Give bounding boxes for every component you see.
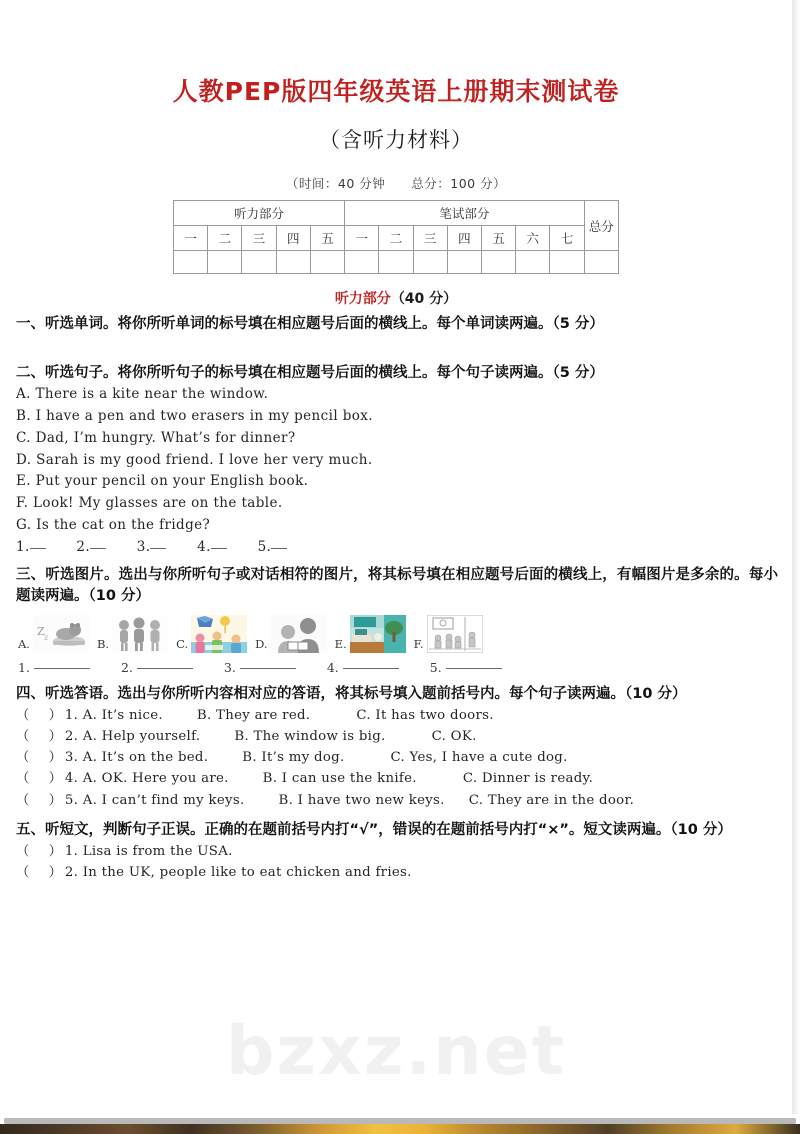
classroom-students-thumbnail[interactable] (427, 615, 483, 653)
score-cell[interactable] (242, 251, 276, 274)
option-c[interactable]: C. OK. (431, 728, 477, 744)
answer-number: 4. (197, 539, 211, 556)
section-1-answer-space (0, 335, 792, 357)
answer-number: 2. (76, 539, 91, 556)
option-a[interactable]: A. It’s nice. (82, 707, 163, 723)
section-2-option-e: E. Put your pencil on your English book. (16, 473, 309, 490)
section-3-answer-row[interactable] (0, 660, 792, 675)
sleeping-cat-zzz-thumbnail[interactable] (33, 615, 89, 653)
score-cell[interactable] (276, 251, 310, 274)
option-b[interactable]: B. They are red. (196, 707, 311, 723)
section-3-answer-5[interactable] (430, 660, 502, 675)
option-b[interactable]: B. I can use the knife. (262, 771, 417, 787)
site-watermark: bzxz.net (225, 1012, 567, 1091)
section-4-item-3[interactable] (0, 747, 792, 768)
picture-choice-a[interactable] (18, 615, 89, 653)
answer-bracket[interactable]: （ ） (16, 707, 65, 723)
item-number: 3. (64, 750, 79, 766)
answer-bracket[interactable]: （ ） (16, 750, 65, 766)
svg-text:z: z (43, 632, 49, 642)
score-table-group-row (174, 201, 619, 226)
answer-blank[interactable] (30, 548, 46, 549)
answer-blank[interactable] (446, 668, 502, 669)
score-col-listening-5: 五 (310, 226, 344, 251)
option-c[interactable]: C. It has two doors. (356, 707, 494, 723)
section-2-answer-row[interactable] (0, 537, 792, 559)
score-total-label: 总分 (584, 201, 618, 251)
picture-label-e: E. (334, 636, 347, 651)
page-right-edge-shadow (792, 0, 800, 1114)
score-col-written-3: 三 (413, 226, 447, 251)
section-3-answer-4[interactable] (327, 660, 399, 675)
option-b[interactable]: B. It’s my dog. (242, 750, 345, 766)
score-table-column-row (174, 226, 619, 251)
option-c[interactable]: C. They are in the door. (468, 792, 635, 808)
option-a[interactable]: A. I can’t find my keys. (82, 792, 245, 808)
score-table-entry-row[interactable] (174, 251, 619, 274)
picture-label-c: C. (176, 636, 189, 651)
page-title: 人教PEP版四年级英语上册期末测试卷 (172, 77, 620, 106)
score-col-listening-3: 三 (242, 226, 276, 251)
section-3-answer-3[interactable] (224, 660, 296, 675)
score-col-written-4: 四 (447, 226, 481, 251)
score-cell[interactable] (345, 251, 379, 274)
next-page-preview-strip (0, 1124, 800, 1134)
answer-bracket[interactable]: （ ） (16, 771, 65, 787)
section-2-option-d: D. Sarah is my good friend. I love her very much. (16, 451, 373, 468)
picture-choice-d[interactable] (255, 615, 326, 653)
section-2-answer-5[interactable] (258, 539, 288, 555)
section-2-option-g: G. Is the cat on the fridge? (16, 517, 211, 534)
section-2-answer-4[interactable] (197, 539, 227, 555)
score-table (173, 200, 619, 274)
picture-label-f: F. (413, 636, 424, 651)
answer-blank[interactable] (150, 548, 166, 549)
answer-blank[interactable] (90, 548, 106, 549)
page-subtitle: （含听力材料） (319, 128, 473, 152)
listening-part-label: 听力部分 (334, 291, 391, 307)
answer-blank[interactable] (137, 668, 193, 669)
answer-bracket[interactable]: （ ） (16, 865, 65, 881)
option-b[interactable]: B. The window is big. (234, 728, 386, 744)
option-a[interactable]: A. OK. Here you are. (82, 771, 229, 787)
option-a[interactable]: A. It’s on the bed. (82, 750, 209, 766)
answer-number: 3. (136, 539, 151, 556)
answer-bracket[interactable]: （ ） (16, 844, 65, 860)
section-2-answer-1[interactable] (16, 539, 46, 555)
listening-part-header (0, 288, 792, 308)
score-cell[interactable] (174, 251, 208, 274)
item-number: 1. (64, 707, 79, 723)
item-number: 5. (64, 792, 79, 808)
score-col-written-5: 五 (481, 226, 515, 251)
picture-label-a: A. (18, 636, 30, 651)
answer-number: 2. (120, 659, 133, 675)
section-2-answer-3[interactable] (137, 539, 167, 555)
item-number: 1. (64, 844, 79, 860)
picture-label-d: D. (255, 636, 268, 651)
answer-blank[interactable] (240, 668, 296, 669)
section-4-item-1[interactable] (0, 705, 792, 726)
exam-meta-line: （时间：40 分钟 总分：100 分） (285, 176, 507, 191)
picture-choice-b[interactable] (97, 615, 168, 653)
three-children-thumbnail[interactable] (112, 615, 168, 653)
answer-blank[interactable] (211, 548, 227, 549)
section-2-option-c: C. Dad, I’m hungry. What’s for dinner? (16, 429, 296, 446)
section-2-answer-2[interactable] (76, 539, 106, 555)
answer-blank[interactable] (343, 668, 399, 669)
picture-label-b: B. (96, 636, 110, 651)
score-cell-total[interactable] (584, 251, 618, 274)
section-2-heading: 二、听选句子。将你所听句子的标号填在相应题号后面的横线上。每个句子读两遍。（5 分） (16, 365, 604, 382)
score-cell[interactable] (481, 251, 515, 274)
score-col-written-1: 一 (345, 226, 379, 251)
score-col-written-7: 七 (550, 226, 584, 251)
score-col-written-2: 二 (379, 226, 413, 251)
score-cell[interactable] (208, 251, 242, 274)
answer-blank[interactable] (271, 548, 287, 549)
score-cell[interactable] (516, 251, 550, 274)
section-5-heading: 五、听短文，判断句子正误。正确的在题前括号内打“√”，错误的在题前括号内打“×”。短文读两遍。（10 分） (16, 822, 732, 839)
item-number: 4. (64, 771, 79, 787)
birthday-party-thumbnail[interactable] (191, 615, 247, 653)
section-4-item-4[interactable] (0, 768, 792, 789)
answer-number: 5. (257, 539, 272, 556)
option-c[interactable]: C. Yes, I have a cute dog. (390, 750, 568, 766)
score-cell[interactable] (447, 251, 481, 274)
score-group-written: 笔试部分 (345, 201, 585, 226)
picture-choice-f[interactable] (414, 615, 483, 653)
answer-number: 5. (429, 659, 442, 675)
section-3-answer-1[interactable] (18, 660, 90, 675)
item-number: 2. (64, 728, 79, 744)
section-3-picture-strip (0, 615, 792, 653)
section-1-heading: 一、听选单词。将你所听单词的标号填在相应题号后面的横线上。每个单词读两遍。（5 分） (16, 316, 604, 332)
section-2-option-f: F. Look! My glasses are on the table. (16, 495, 283, 512)
score-cell[interactable] (379, 251, 413, 274)
listening-part-points: （40 分） (390, 291, 458, 307)
answer-blank[interactable] (34, 668, 90, 669)
score-table-container (0, 200, 792, 274)
family-reading-thumbnail[interactable] (271, 615, 327, 653)
score-col-written-6: 六 (516, 226, 550, 251)
item-number: 2. (64, 865, 79, 881)
statement-text: Lisa is from the USA. (82, 844, 233, 860)
answer-number: 1. (16, 539, 30, 556)
section-3-heading: 三、听选图片。选出与你所听句子或对话相符的图片，将其标号填在相应题号后面的横线上，有幅图片是多余的。每小题读两遍。（10 分） (16, 566, 778, 604)
classroom-desk-thumbnail[interactable] (350, 615, 406, 653)
section-5-item-2[interactable] (0, 862, 792, 883)
section-4-item-5[interactable] (0, 790, 792, 811)
picture-choice-c[interactable] (176, 615, 247, 653)
picture-choice-e[interactable] (335, 615, 406, 653)
option-c[interactable]: C. Dinner is ready. (462, 771, 594, 787)
option-b[interactable]: B. I have two new keys. (278, 792, 445, 808)
answer-number: 3. (223, 659, 236, 675)
section-5-item-1[interactable] (0, 841, 792, 862)
score-col-listening-2: 二 (208, 226, 242, 251)
score-cell[interactable] (413, 251, 447, 274)
section-4-heading: 四、听选答语。选出与你所听内容相对应的答语，将其标号填入题前括号内。每个句子读两遍。（10 分） (16, 685, 687, 702)
score-cell[interactable] (310, 251, 344, 274)
answer-bracket[interactable]: （ ） (16, 728, 65, 744)
answer-number: 4. (326, 659, 339, 675)
section-4-item-2[interactable] (0, 726, 792, 747)
answer-bracket[interactable]: （ ） (16, 792, 65, 808)
score-cell[interactable] (550, 251, 584, 274)
score-col-listening-4: 四 (276, 226, 310, 251)
score-group-listening: 听力部分 (174, 201, 345, 226)
statement-text: In the UK, people like to eat chicken and fries. (82, 865, 412, 881)
section-2-option-b: B. I have a pen and two erasers in my pencil box. (16, 407, 374, 424)
section-2-option-a: A. There is a kite near the window. (16, 386, 269, 403)
answer-number: 1. (18, 659, 30, 675)
section-3-answer-2[interactable] (121, 660, 193, 675)
option-a[interactable]: A. Help yourself. (82, 728, 201, 744)
svg-text:Z: Z (36, 624, 45, 638)
score-col-listening-1: 一 (174, 226, 208, 251)
